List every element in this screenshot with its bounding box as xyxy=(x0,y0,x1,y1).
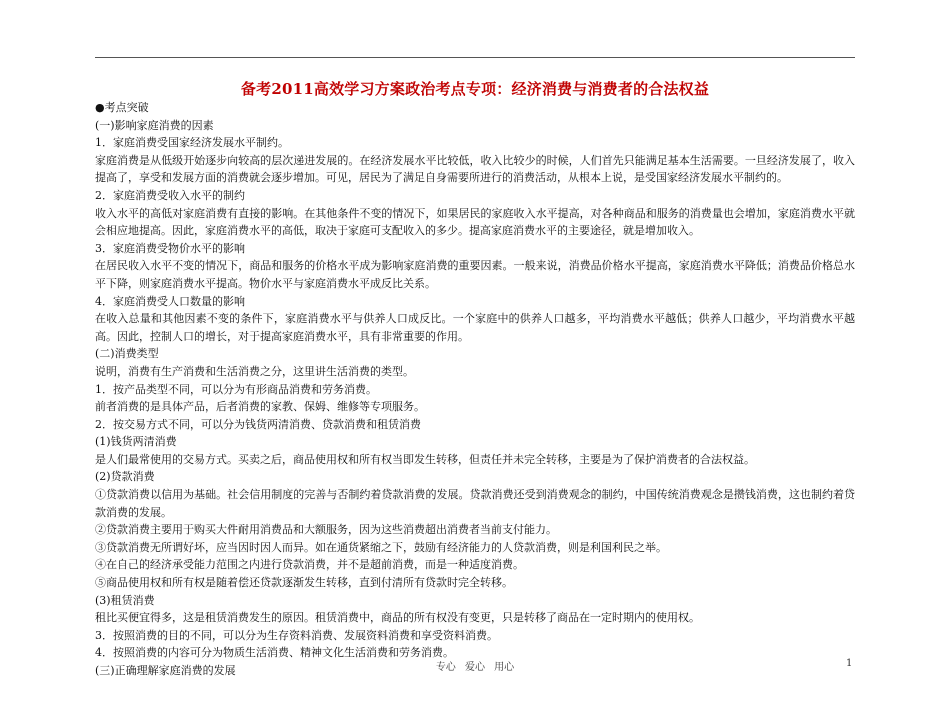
list-item: ②贷款消费主要用于购买大件耐用消费品和大额服务，因为这些消费超出消费者当前支付能力。 xyxy=(95,523,557,537)
list-item: ①贷款消费以信用为基础。社会信用制度的完善与否制约着贷款消费的发展。贷款消费还受到消费观念的制约，中国传统消费观念是攒钱消费，这也制约着贷款消费的发展。 xyxy=(95,488,855,519)
page-title: 备考2011高效学习方案政治考点专项：经济消费与消费者的合法权益 xyxy=(240,80,710,98)
paragraph: 前者消费的是具体产品，后者消费的家教、保姆、维修等专项服务。 xyxy=(95,400,425,414)
point-heading: 3．家庭消费受物价水平的影响 xyxy=(95,241,245,255)
point-heading: 1．按产品类型不同，可以分为有形商品消费和劳务消费。 xyxy=(95,382,377,396)
paragraph: 说明，消费有生产消费和生活消费之分，这里讲生活消费的类型。 xyxy=(95,364,414,378)
section-heading: (二)消费类型 xyxy=(95,347,159,361)
section-heading: (一)影响家庭消费的因素 xyxy=(95,118,214,132)
paragraph: 在收入总量和其他因素不变的条件下，家庭消费水平与供养人口成反比。一个家庭中的供养人口越多，平均消费水平越低；供养人口越少，平均消费水平越高。因此，控制人口的增长，对于提高家庭消费水平，具有非常重要的作用。 xyxy=(95,312,855,343)
point-heading: 2．按交易方式不同，可以分为钱货两清消费、贷款消费和租赁消费 xyxy=(95,417,421,431)
paragraph: 家庭消费是从低级开始逐步向较高的层次递进发展的。在经济发展水平比较低，收入比较少的时候，人们首先只能满足基本生活需要。一旦经济发展了，收入提高了，享受和发展方面的消费就会逐步增加。可见，居民为了满足自身需要所进行的消费活动，从根本上说，是受国家经济发展水平制约的。 xyxy=(95,153,855,185)
sub-heading: (1)钱货两清消费 xyxy=(95,435,177,449)
point-heading: 4．家庭消费受人口数量的影响 xyxy=(95,294,245,308)
point-heading: 1．家庭消费受国家经济发展水平制约。 xyxy=(95,136,289,150)
sub-heading: (3)租赁消费 xyxy=(95,593,155,607)
point-heading: 3．按照消费的目的不同，可以分为生存资料消费、发展资料消费和享受资料消费。 xyxy=(95,628,498,642)
document-body xyxy=(95,99,855,680)
paragraph: 在居民收入水平不变的情况下，商品和服务的价格水平成为影响家庭消费的重要因素。一般来说，消费品价格水平提高，家庭消费水平降低；消费品价格总水平下降，则家庭消费水平提高。物价水平与家庭消费水平成反比关系。 xyxy=(95,259,855,290)
footer-slogan: 专心 爱心 用心 xyxy=(435,662,515,673)
paragraph: 租比买便宜得多，这是租赁消费发生的原因。租赁消费中，商品的所有权没有变更，只是转移了商品在一定时期内的使用权。 xyxy=(95,611,700,625)
sub-heading: (2)贷款消费 xyxy=(95,470,155,484)
list-item: ③贷款消费无所谓好坏，应当因时因人而异。如在通货紧缩之下，鼓励有经济能力的人贷款消费，则是利国利民之举。 xyxy=(95,540,667,554)
paragraph: 是人们最常使用的交易方式。买卖之后，商品使用权和所有权当即发生转移，但责任并未完全转移，主要是为了保护消费者的合法权益。 xyxy=(95,452,755,466)
page-number: 1 xyxy=(846,658,853,669)
paragraph: 收入水平的高低对家庭消费有直接的影响。在其他条件不变的情况下，如果居民的家庭收入水平提高，对各种商品和服务的消费量也会增加，家庭消费水平就会相应地提高。因此，家庭消费水平的高低，取决于家庭可支配收入的多少。提高家庭消费水平的主要途径，就是增加收入。 xyxy=(95,206,855,238)
section-marker: ●考点突破 xyxy=(95,101,149,114)
list-item: ⑤商品使用权和所有权是随着偿还贷款逐渐发生转移，直到付清所有贷款时完全转移。 xyxy=(95,576,513,590)
list-item: ④在自己的经济承受能力范围之内进行贷款消费，并不是超前消费，而是一种适度消费。 xyxy=(95,558,524,572)
section-heading: (三)正确理解家庭消费的发展 xyxy=(95,664,236,677)
point-heading: 2．家庭消费受收入水平的制约 xyxy=(95,188,245,202)
header-rule xyxy=(95,57,855,58)
point-heading: 4．按照消费的内容可分为物质生活消费、精神文化生活消费和劳务消费。 xyxy=(95,646,454,660)
